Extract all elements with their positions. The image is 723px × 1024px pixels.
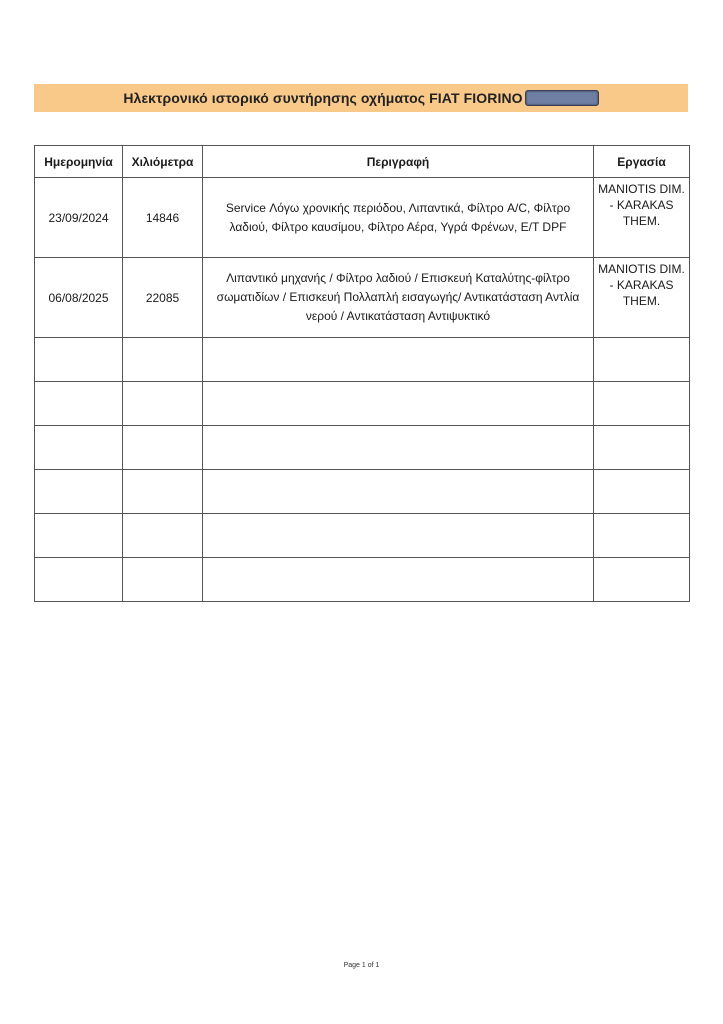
empty-cell: [203, 382, 594, 426]
empty-cell: [123, 426, 203, 470]
table-header-row: [35, 146, 690, 178]
empty-cell: [35, 338, 123, 382]
empty-cell: [35, 426, 123, 470]
document-title-bar: [34, 84, 688, 112]
header-description: Περιγραφή: [203, 146, 594, 178]
table-row: [35, 178, 690, 258]
empty-cell: [35, 470, 123, 514]
cell-date: 06/08/2025: [35, 258, 123, 338]
empty-cell: [123, 338, 203, 382]
empty-cell: [123, 382, 203, 426]
empty-row: [35, 470, 690, 514]
empty-cell: [594, 426, 690, 470]
empty-row: [35, 338, 690, 382]
cell-km: 22085: [123, 258, 203, 338]
empty-cell: [203, 470, 594, 514]
document-title: Ηλεκτρονικό ιστορικό συντήρησης οχήματος FIAT FIORINO: [123, 90, 523, 106]
cell-date: 23/09/2024: [35, 178, 123, 258]
empty-cell: [594, 470, 690, 514]
empty-cell: [123, 514, 203, 558]
page-footer: Page 1 of 1: [343, 962, 380, 969]
header-km: Χιλιόμετρα: [123, 146, 203, 178]
cell-work: MANIOTIS DIM. - KARAKAS THEM.: [594, 258, 690, 338]
empty-row: [35, 558, 690, 602]
table-row: [35, 258, 690, 338]
redacted-plate-box: [525, 90, 599, 106]
cell-description: Service Λόγω χρονικής περιόδου, Λιπαντικά, Φίλτρο A/C, Φίλτρο λαδιού, Φίλτρο καυσίμου, Φίλτρο Αέρα, Υγρά Φρένων, E/T DPF: [203, 178, 594, 258]
maintenance-table: [34, 145, 690, 602]
empty-cell: [35, 558, 123, 602]
empty-cell: [35, 514, 123, 558]
header-work: Εργασία: [594, 146, 690, 178]
empty-cell: [203, 426, 594, 470]
empty-cell: [123, 470, 203, 514]
empty-row: [35, 382, 690, 426]
header-date: Ημερομηνία: [35, 146, 123, 178]
empty-row: [35, 514, 690, 558]
empty-cell: [203, 558, 594, 602]
cell-work: MANIOTIS DIM. - KARAKAS THEM.: [594, 178, 690, 258]
empty-cell: [123, 558, 203, 602]
empty-cell: [594, 338, 690, 382]
cell-description: Λιπαντικό μηχανής / Φίλτρο λαδιού / Επισκευή Καταλύτης-φίλτρο σωματιδίων / Επισκευή Πολλαπλή εισαγωγής/ Αντικατάσταση Αντλία νερού / Αντικατάσταση Αντιψυκτικό: [203, 258, 594, 338]
empty-cell: [35, 382, 123, 426]
cell-km: 14846: [123, 178, 203, 258]
empty-row: [35, 426, 690, 470]
empty-cell: [594, 382, 690, 426]
empty-cell: [203, 338, 594, 382]
empty-cell: [594, 514, 690, 558]
empty-cell: [594, 558, 690, 602]
empty-cell: [203, 514, 594, 558]
